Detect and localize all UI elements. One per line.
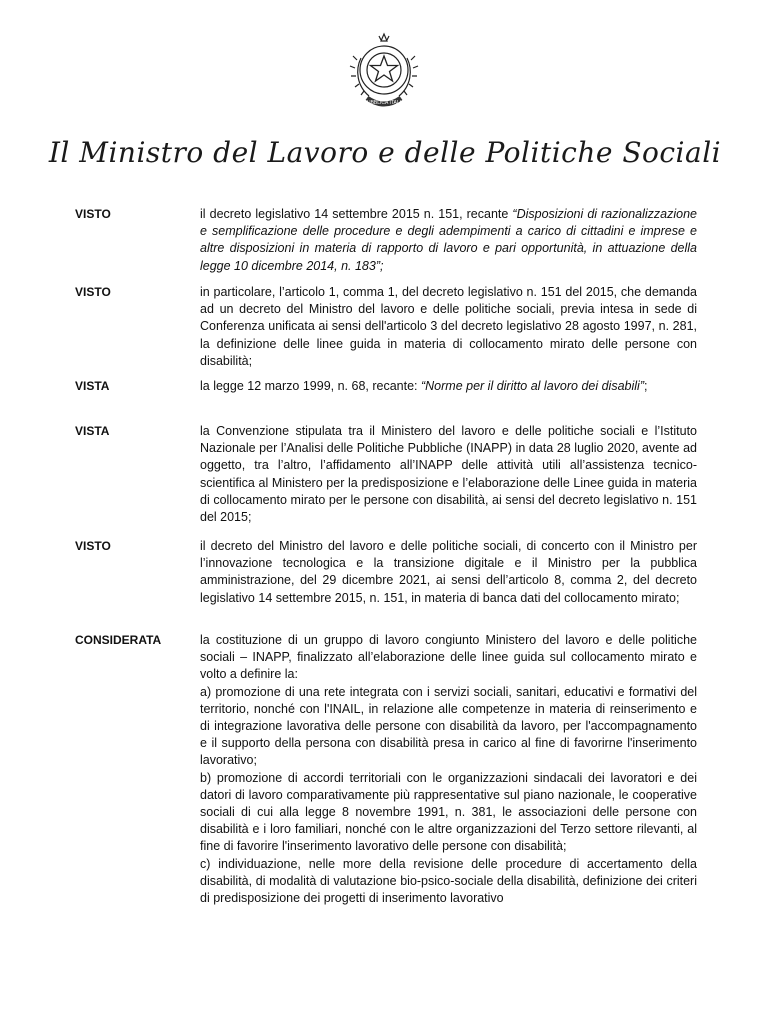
premise-text: il decreto del Ministro del lavoro e delle politiche sociali, di concerto con il Ministro per l’innovazione tecnologica e la transizione digitale e il Ministro per la pubblica amministrazione, del 29 dicembre 2021, ai sensi dell’articolo 8, comma 2, del decreto legislativo 14 settembre 2015, n. 151, in materia di banca dati del collocamento mirato; [200,539,697,605]
paragraph: c) individuazione, nelle more della revisione delle procedure di accertamento della disabilità, di modalità di valutazione bio-psico-sociale della disabilità, definizione dei criteri di predisposizione dei progetti di inserimento lavorativo [200,856,697,906]
premise-label: VISTO [75,539,111,553]
emblem-ribbon-text: REPUBBLICA ITALIANA [356,100,412,106]
premise-label: VISTO [75,285,111,299]
premise-text-italic: “Norme per il diritto al lavoro dei disabili” [420,379,644,393]
premise-label: VISTA [75,424,110,438]
ministry-title: Il Ministro del Lavoro e delle Politiche Sociali [48,136,722,169]
italian-republic-emblem [341,30,427,116]
premise-text: la Convenzione stipulata tra il Ministero del lavoro e delle politiche sociali e l’Istituto Nazionale per l’Analisi delle Politiche Pubbliche (INAPP) in data 28 luglio 2020, avente ad oggetto, tra l’altro, l’affidamento all’INAPP delle attività utili all’assistenza tecnico-scientifica al Ministero per la predisposizione e l’elaborazione delle Linee guida in materia di collocamento mirato per le persone con disabilità, ai sensi del decreto legislativo n. 151 del 2015; [200,424,697,525]
premise-label: CONSIDERATA [75,633,162,647]
premise-text [200,378,697,395]
premise-text-tail: ; [643,379,648,393]
premise-text-plain: la legge 12 marzo 1999, n. 68, recante: [200,379,421,393]
premise-text [200,206,697,275]
premise-text-plain: il decreto legislativo 14 settembre 2015 n. 151, recante [200,207,513,221]
premise-text: in particolare, l’articolo 1, comma 1, del decreto legislativo n. 151 del 2015, che demanda ad un decreto del Ministro del lavoro e delle politiche sociali, previa intesa in sede di Conferenza unificata ai sensi dell'articolo 3 del decreto legislativo 28 agosto 1997, n. 281, la definizione delle linee guida in materia di collocamento mirato delle persone con disabilità; [200,285,697,368]
paragraph: a) promozione di una rete integrata con i servizi sociali, sanitari, educativi e formativi del territorio, nonché con l'INAIL, in relazione alle competenze in materia di reinserimento e di integrazione lavorativa delle persone con disabilità da lavoro, per l'accompagnamento e il supporto della persona con disabilità presa in carico al fine di favorirne l'inserimento lavorativo; [200,684,697,768]
paragraph: la costituzione di un gruppo di lavoro congiunto Ministero del lavoro e delle politiche sociali – INAPP, finalizzato all’elaborazione delle linee guida sul collocamento mirato e volto a definire la: [200,633,697,682]
premise-text-italic: “Disposizioni di razionalizzazione e semplificazione delle procedure e degli adempimenti a carico di cittadini e imprese e altre disposizioni in materia di rapporto di lavoro e pari opportunità, in attuazione della legge 10 dicembre 2014, n. 183”; [200,207,697,273]
premise-text [200,632,697,907]
paragraph: b) promozione di accordi territoriali con le organizzazioni sindacali dei lavoratori e dei datori di lavoro comparativamente più rappresentative sul piano nazionale, le cooperative sociali di cui alla legge 8 novembre 1991, n. 381, le associazioni delle persone con disabilità e i loro familiari, nonché con le altre organizzazioni del Terzo settore rilevanti, al fine di favorire l'inserimento lavorativo delle persone con disabilità; [200,770,697,854]
premise-label: VISTA [75,379,110,393]
premise-label: VISTO [75,207,111,221]
